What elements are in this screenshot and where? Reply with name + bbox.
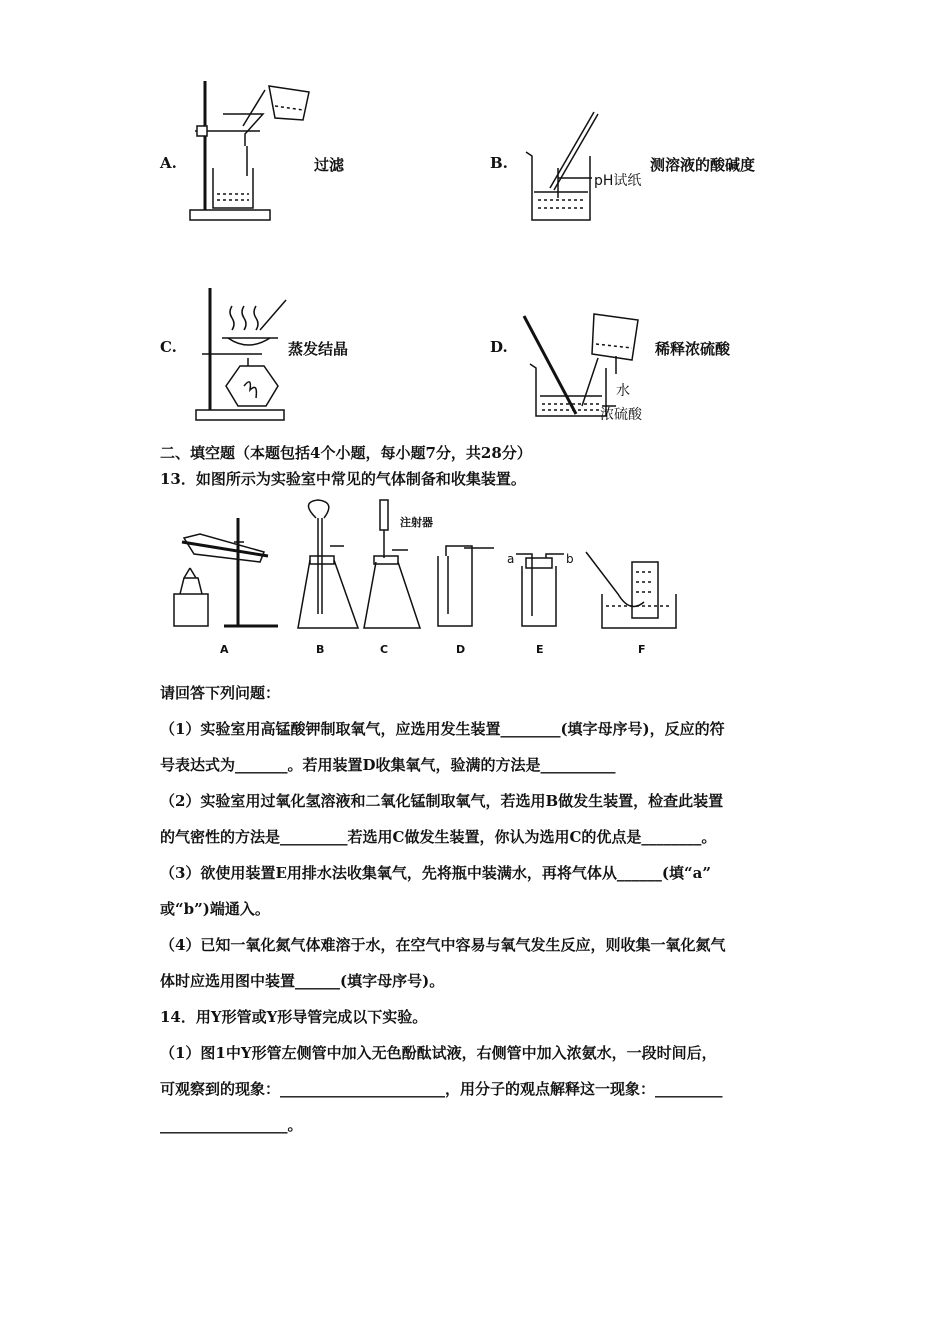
q13-prompt: 请回答下列问题：	[160, 684, 281, 702]
q13-line-4: 的气密性的方法是_________若选用C做发生装置，你认为选用C的优点是________。	[160, 828, 717, 846]
port-a-label: a	[507, 552, 515, 566]
apparatus-label-b: B	[316, 643, 325, 656]
acid-annotation: 浓硫酸	[600, 407, 642, 423]
filtration-apparatus-figure	[185, 76, 320, 224]
q13-line-2: 号表达式为_______。若用装置D收集氧气，验满的方法是__________	[160, 756, 616, 774]
q14-line-1: （1）图1中Y形管左侧管中加入无色酚酞试液，右侧管中加入浓氨水，一段时间后，	[160, 1044, 717, 1062]
apparatus-label-c: C	[380, 643, 389, 656]
q13-line-7: （4）已知一氧化氮气体难溶于水，在空气中容易与氧气发生反应，则收集一氧化氮气	[160, 936, 726, 954]
option-b-letter: B.	[490, 154, 508, 172]
syringe-label: 注射器	[400, 516, 433, 529]
apparatus-label-a: A	[220, 643, 229, 656]
section-heading: 二、填空题（本题包括4个小题，每小题7分，共28分）	[160, 444, 532, 462]
q14-line-2: 可观察到的现象：______________________，用分子的观点解释这一现象：_________	[160, 1080, 723, 1098]
q13-line-1: （1）实验室用高锰酸钾制取氧气，应选用发生装置________(填字母序号)，反应的符	[160, 720, 725, 738]
option-c-letter: C.	[160, 338, 177, 356]
q14-title: 14．用Y形管或Y形导管完成以下实验。	[160, 1008, 428, 1026]
option-a-letter: A.	[160, 154, 177, 172]
q14-line-3: _________________。	[160, 1116, 303, 1134]
q13-line-5: （3）欲使用装置E用排水法收集氧气，先将瓶中装满水，再将气体从______(填“a”	[160, 864, 711, 882]
option-c-label: 蒸发结晶	[288, 340, 349, 358]
option-d-letter: D.	[490, 338, 508, 356]
apparatus-label-e: E	[536, 643, 544, 656]
option-d-label: 稀释浓硫酸	[655, 340, 731, 358]
evaporation-apparatus-figure	[192, 286, 292, 422]
port-b-label: b	[566, 552, 574, 566]
ph-test-figure	[520, 108, 600, 226]
water-annotation: 水	[616, 383, 630, 399]
q13-title: 13．如图所示为实验室中常见的气体制备和收集装置。	[160, 470, 526, 488]
ph-paper-annotation: pH试纸	[594, 173, 642, 189]
option-b-label: 测溶液的酸碱度	[650, 156, 756, 174]
q13-line-8: 体时应选用图中装置______(填字母序号)。	[160, 972, 445, 990]
apparatus-label-f: F	[638, 643, 646, 656]
apparatus-label-d: D	[456, 643, 466, 656]
option-a-label: 过滤	[314, 156, 345, 174]
q13-line-3: （2）实验室用过氧化氢溶液和二氧化锰制取氧气，若选用B做发生装置，检查此装置	[160, 792, 724, 810]
q13-line-6: 或“b”)端通入。	[160, 900, 270, 918]
